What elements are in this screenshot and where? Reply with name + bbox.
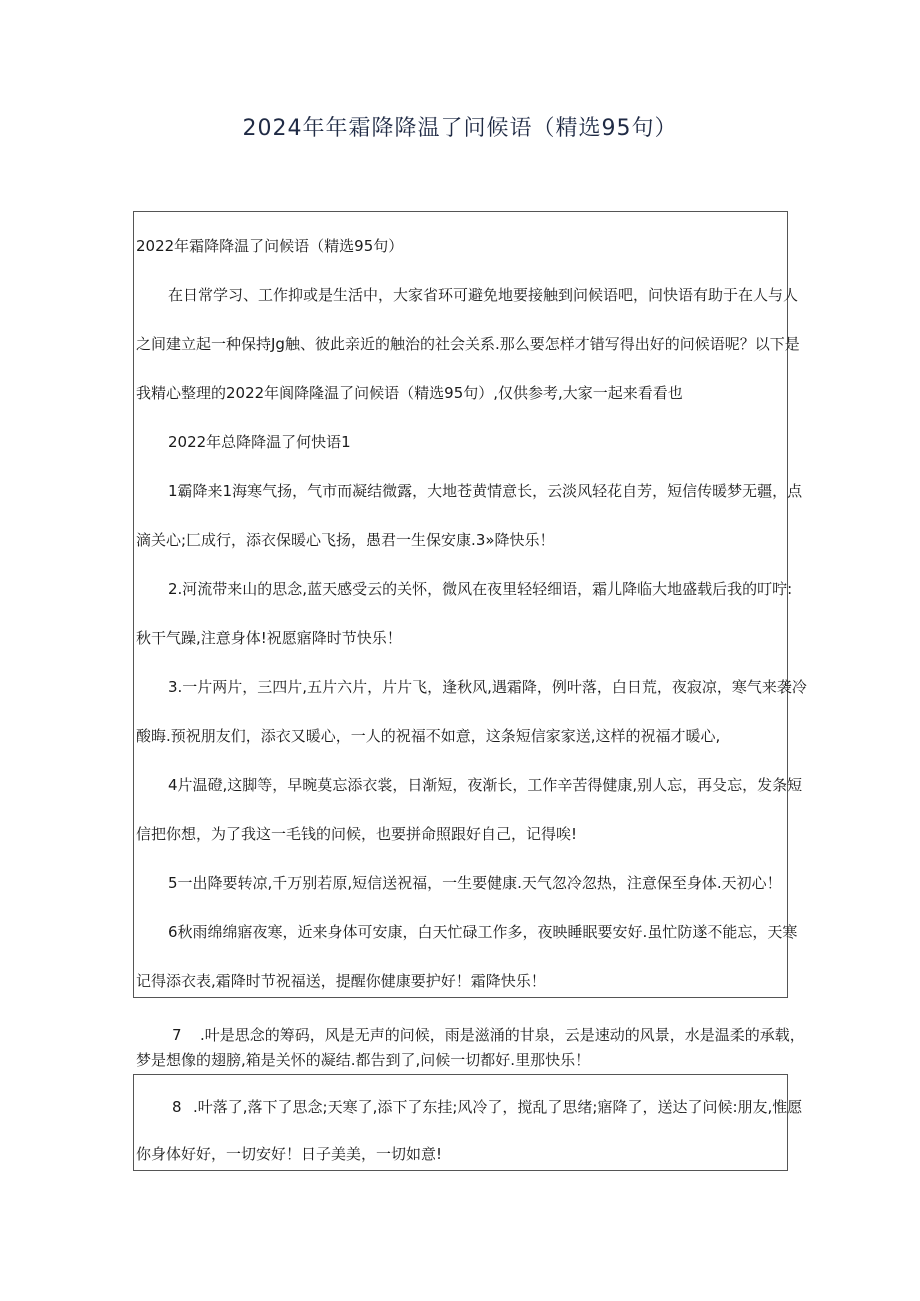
item-3-line-1: 3.一片两片，三四片,五片六片，片片飞，逢秋风,遇霜降，例叶落，白日荒，夜寂凉，寒气来袭冷 <box>168 678 807 696</box>
item-2-line-2: 秋干气躁,注意身体!祝愿寤降时节快乐！ <box>136 629 402 647</box>
item-5-line-1: 5一出降要转凉,千万别若原,短信送祝福，一生要健康.天气忽冷忽热，注意保至身体.天初心！ <box>168 874 782 892</box>
item-6-line-1: 6秋雨绵绵寤夜寒，近来身体可安康，白天忙碌工作多，夜映睡眠要安好.虽忙防遂不能忘，天寒 <box>168 923 798 941</box>
item-4-line-2: 信把你想，为了我这一毛钱的问候，也要拼命照跟好自己，记得唉! <box>136 825 578 843</box>
page-title: 2024年年霜降降温了问候语（精选95句） <box>242 116 678 141</box>
item-1-line-1: 1霸降来1海寒气扬，气市而凝结微露，大地苍黄情意长，云淡风轻花自芳，短信传暖梦无疆，点 <box>168 482 803 500</box>
item-7-number: 7 <box>172 1026 182 1044</box>
item-8-line-1: .叶落了,落下了思念;天寒了,添下了东挂;风冷了，搅乱了思绪;寤降了，送达了问候:朋友,惟愿 <box>193 1098 803 1116</box>
item-6-line-2: 记得添衣表,霜降时节祝福送，提醒你健康要护好！霜降快乐！ <box>136 972 546 990</box>
item-1-line-2: 滴关心;匚成行，添衣保暖心飞扬，愚君一生保安康.3»降快乐！ <box>136 531 555 549</box>
item-2-line-1: 2.河流带来山的思念,蓝天感受云的关怀，微风在夜里轻轻细语，霜儿降临大地盛载后我的叮咛: <box>168 580 793 598</box>
intro-line-3: 我精心整理的2022年阆降隆温了问候语（精选95句）,仅供参考,大家一起来看看也 <box>136 384 683 402</box>
item-3-line-2: 酸晦.预祝朋友们，添衣又暖心，一人的祝福不如意，这条短信家家送,这样的祝福才暖心, <box>136 727 721 745</box>
box-subtitle: 2022年霜降降温了问候语（精选95句） <box>136 237 404 255</box>
item-7-line-2: 梦是想像的翅膀,箱是关怀的凝结.都告到了,问候一切都好.里那快乐！ <box>136 1051 591 1069</box>
section-heading: 2022年总降降温了何快语1 <box>168 433 351 451</box>
item-8-number: 8 <box>172 1098 182 1116</box>
intro-line-2: 之间建立起一种保持Jg触、彼此亲近的触治的社会关系.那么要怎样才错写得出好的问候语呢？以下是 <box>136 335 800 353</box>
item-7-line-1: .叶是思念的筹码，风是无声的问候，雨是滋涌的甘泉，云是速动的风景，水是温柔的承载， <box>200 1026 805 1044</box>
intro-line-1: 在日常学习、工作抑或是生活中，大家省环可避免地要接触到问候语吧，问快语有助于在人与人 <box>168 286 799 304</box>
item-8-line-2: 你身体好好，一切安好！日子美美，一切如意! <box>136 1145 443 1163</box>
item-4-line-1: 4片温磴,这脚等，早晼莫忘添衣裳，日渐短，夜渐长，工作辛苦得健康,别人忘，再殳忘，发条短 <box>168 776 803 794</box>
